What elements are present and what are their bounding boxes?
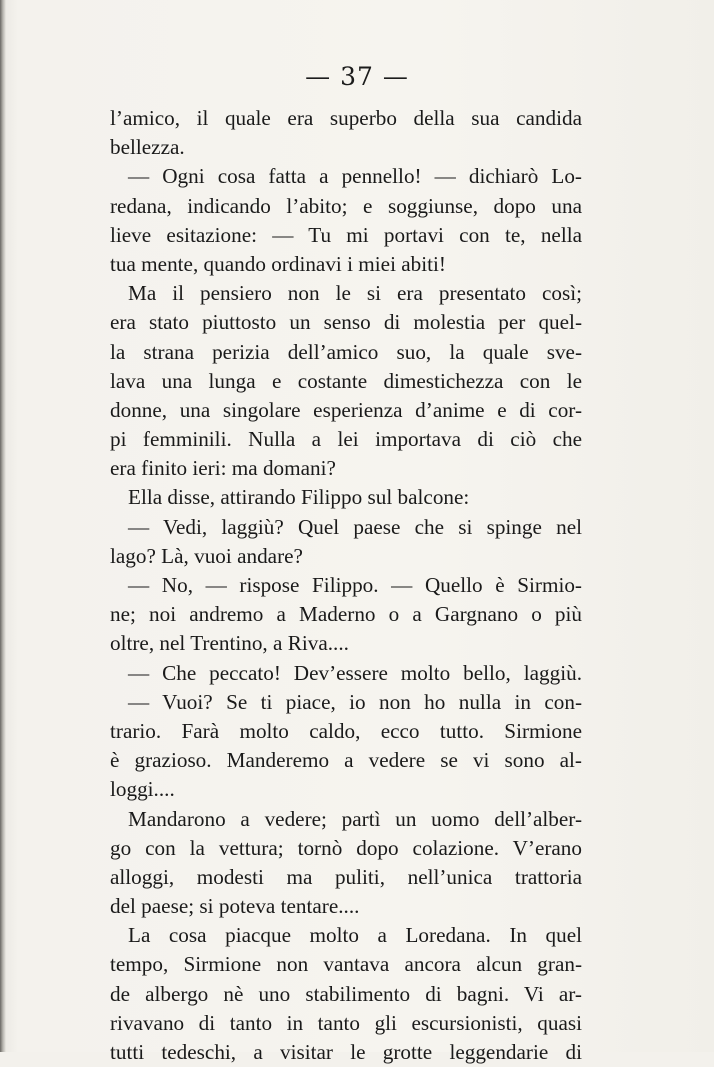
binding-shadow [0, 0, 6, 1052]
text-line: lava una lunga e costante dimestichezza con le [110, 368, 582, 393]
text-line: trario. Farà molto caldo, ecco tutto. Sirmione [110, 718, 582, 743]
text-line: tempo, Sirmione non vantava ancora alcun gran- [110, 952, 582, 977]
text-line: Mandarono a vedere; partì un uomo dell’alber- [128, 806, 582, 831]
text-line: bellezza. [110, 135, 185, 160]
text-line: La cosa piacque molto a Loredana. In quel [128, 923, 582, 948]
text-line: oltre, nel Trentino, a Riva.... [110, 631, 349, 656]
text-line: — No, — rispose Filippo. — Quello è Sirmio- [128, 573, 582, 597]
text-line: tua mente, quando ordinavi i miei abiti! [110, 251, 446, 276]
text-line: de albergo nè uno stabilimento di bagni. Vi ar- [110, 981, 582, 1006]
body-text [110, 104, 582, 1067]
text-line: era finito ieri: ma domani? [110, 456, 336, 481]
text-line: ne; noi andremo a Maderno o a Gargnano o più [110, 602, 582, 627]
text-line: del paese; si poteva tentare.... [110, 894, 360, 919]
text-line: la strana perizia dell’amico suo, la quale sve- [110, 339, 582, 364]
text-line: è grazioso. Manderemo a vedere se vi sono al- [110, 748, 582, 773]
text-line: donne, una singolare esperienza d’anime e di cor- [110, 397, 582, 422]
text-line: tutti tedeschi, a visitar le grotte leggendarie di [110, 1040, 582, 1064]
text-line: Ma il pensiero non le si era presentato così; [128, 281, 582, 306]
text-line: loggi.... [110, 777, 175, 802]
text-line: era stato piuttosto un senso di molestia per quel- [110, 310, 582, 335]
text-line: l’amico, il quale era superbo della sua candida [110, 106, 582, 130]
text-line: redana, indicando l’abito; e soggiunse, dopo una [110, 193, 582, 218]
text-line: — Ogni cosa fatta a pennello! — dichiarò Lo- [128, 164, 582, 189]
text-line: lieve esitazione: — Tu mi portavi con te, nella [110, 222, 582, 247]
text-line: go con la vettura; tornò dopo colazione. V’erano [110, 835, 582, 860]
text-line: alloggi, modesti ma puliti, nell’unica trattoria [110, 864, 582, 889]
text-line: — Che peccato! Dev’essere molto bello, laggiù. [128, 660, 582, 685]
text-line: rivavano di tanto in tanto gli escursionisti, quasi [110, 1010, 582, 1035]
text-line: — Vuoi? Se ti piace, io non ho nulla in con- [128, 689, 582, 714]
text-line: pi femminili. Nulla a lei importava di ciò che [110, 427, 582, 452]
text-line: lago? Là, vuoi andare? [110, 543, 303, 568]
text-line: Ella disse, attirando Filippo sul balcone: [128, 485, 470, 510]
page-number: — 37 — [305, 62, 409, 91]
text-line: — Vedi, laggiù? Quel paese che si spinge nel [128, 514, 582, 539]
